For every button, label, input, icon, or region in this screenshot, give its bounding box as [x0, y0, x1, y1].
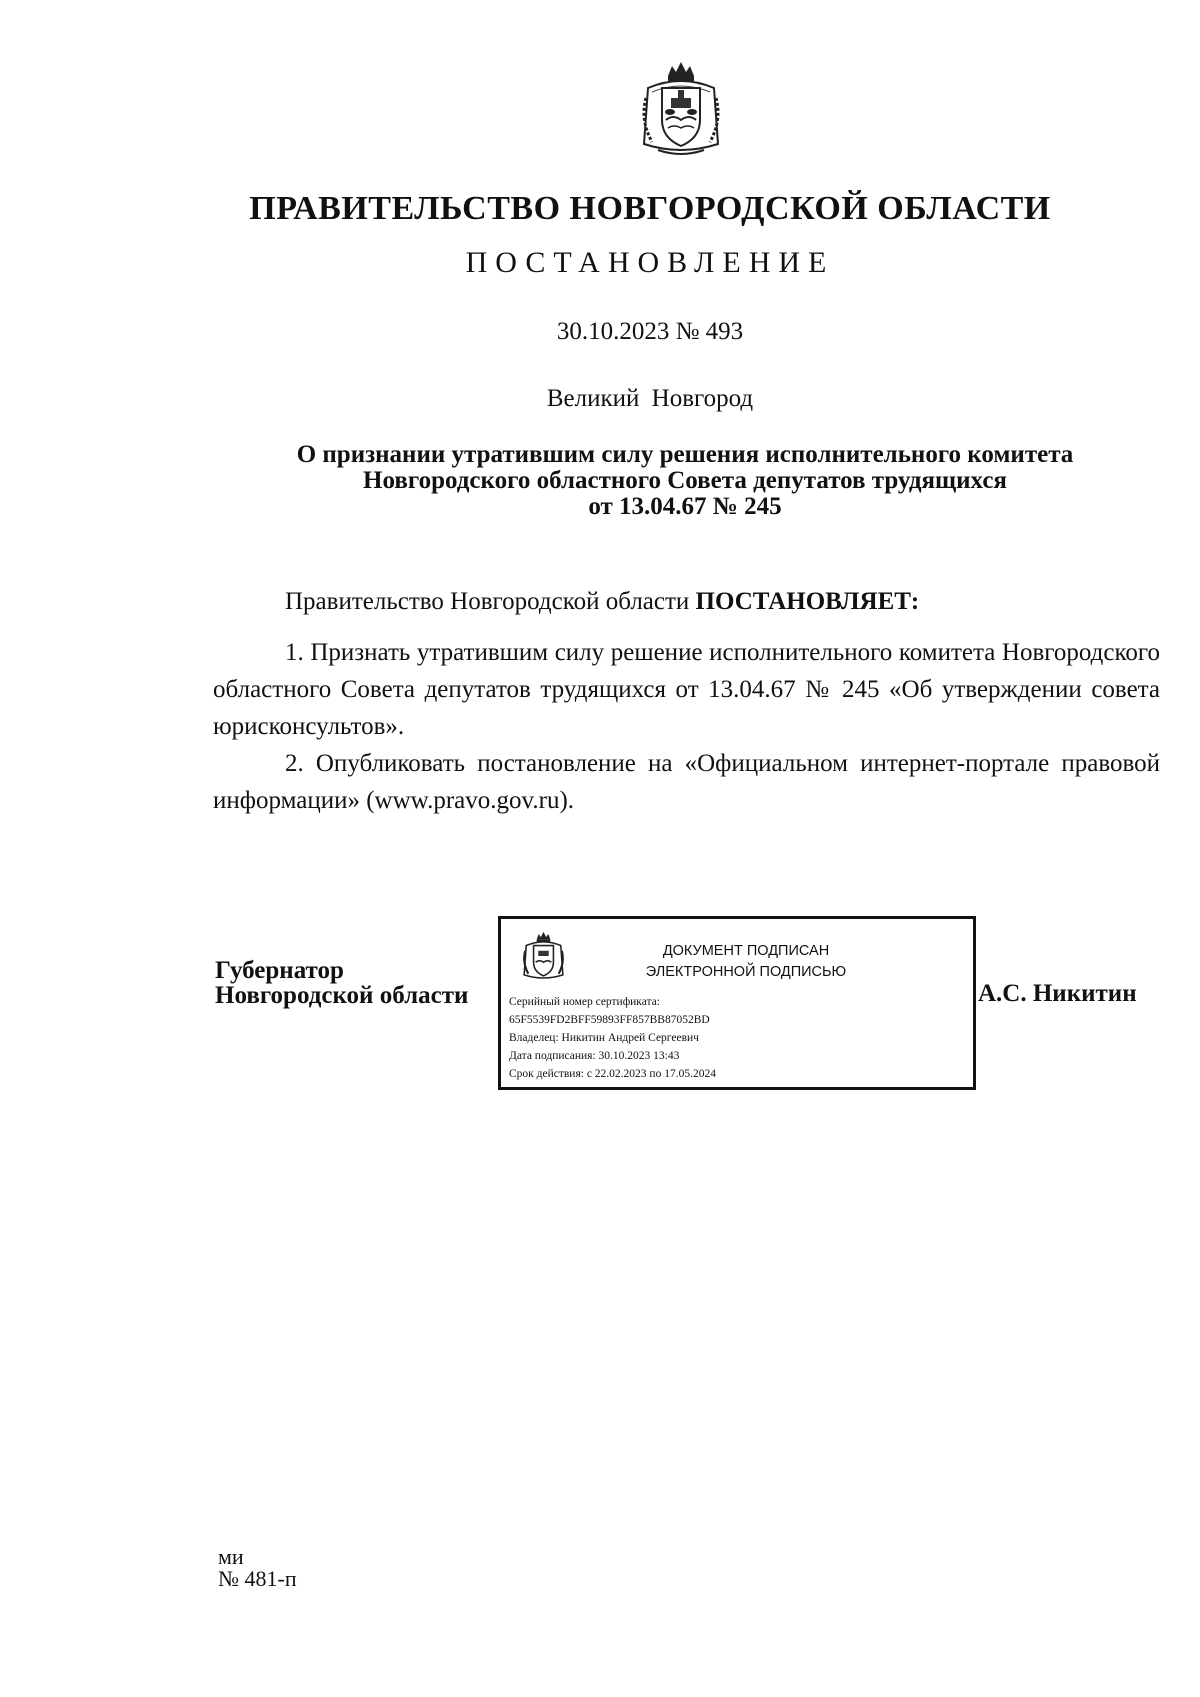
organization-name: ПРАВИТЕЛЬСТВО НОВГОРОДСКОЙ ОБЛАСТИ	[249, 190, 1051, 227]
signature-heading-line: ДОКУМЕНТ ПОДПИСАН	[662, 943, 830, 959]
certificate-owner: Владелец: Никитин Андрей Сергеевич	[509, 1032, 699, 1044]
decree-item: 2. Опубликовать постановление на «Официальном интернет-портале правовой информации» (www.pravo.gov.ru).	[213, 750, 1160, 814]
coat-of-arms-icon	[638, 58, 724, 158]
internal-number: № 481-п	[218, 1566, 297, 1591]
coat-of-arms-icon	[521, 929, 566, 983]
certificate-serial: 65F5539FD2BFF59893FF857BB87052BD	[509, 1014, 710, 1026]
signing-date: Дата подписания: 30.10.2023 13:43	[509, 1050, 680, 1062]
signature-details	[509, 993, 716, 1083]
document-type: ПОСТАНОВЛЕНИЕ	[465, 246, 835, 279]
document-date-number: 30.10.2023 № 493	[556, 318, 744, 345]
decree-item: 1. Признать утратившим силу решение исполнительного комитета Новгородского областного Совета депутатов трудящихся от 13.04.67 № 245 «Об утверждении совета юрисконсультов».	[213, 639, 1160, 740]
signatory-role-line: Губернатор	[215, 957, 344, 984]
title-line: от 13.04.67 № 245	[588, 493, 782, 520]
document-body	[213, 634, 1160, 819]
signature-stamp-heading	[581, 941, 911, 983]
signatory-role	[215, 958, 468, 1008]
document-city: Великий Новгород	[546, 385, 754, 412]
executor-initials: ми	[218, 1544, 244, 1569]
signature-heading-line: ЭЛЕКТРОННОЙ ПОДПИСЬЮ	[645, 964, 847, 980]
decree-intro	[285, 588, 919, 616]
signatory-role-line: Новгородской области	[215, 982, 469, 1009]
decree-subject: Правительство Новгородской области	[285, 588, 690, 615]
decree-verb: ПОСТАНОВЛЯЕТ:	[695, 588, 920, 615]
title-line: Новгородского областного Совета депутатов трудящихся	[363, 467, 1007, 494]
certificate-serial-label: Серийный номер сертификата:	[509, 996, 660, 1008]
signatory-name: А.С. Никитин	[978, 980, 1137, 1007]
document-title	[230, 442, 1140, 520]
electronic-signature-stamp	[498, 916, 976, 1090]
title-line: О признании утратившим силу решения исполнительного комитета	[296, 441, 1074, 468]
certificate-validity: Срок действия: с 22.02.2023 по 17.05.2024	[509, 1068, 716, 1080]
footer-reference	[218, 1546, 297, 1590]
